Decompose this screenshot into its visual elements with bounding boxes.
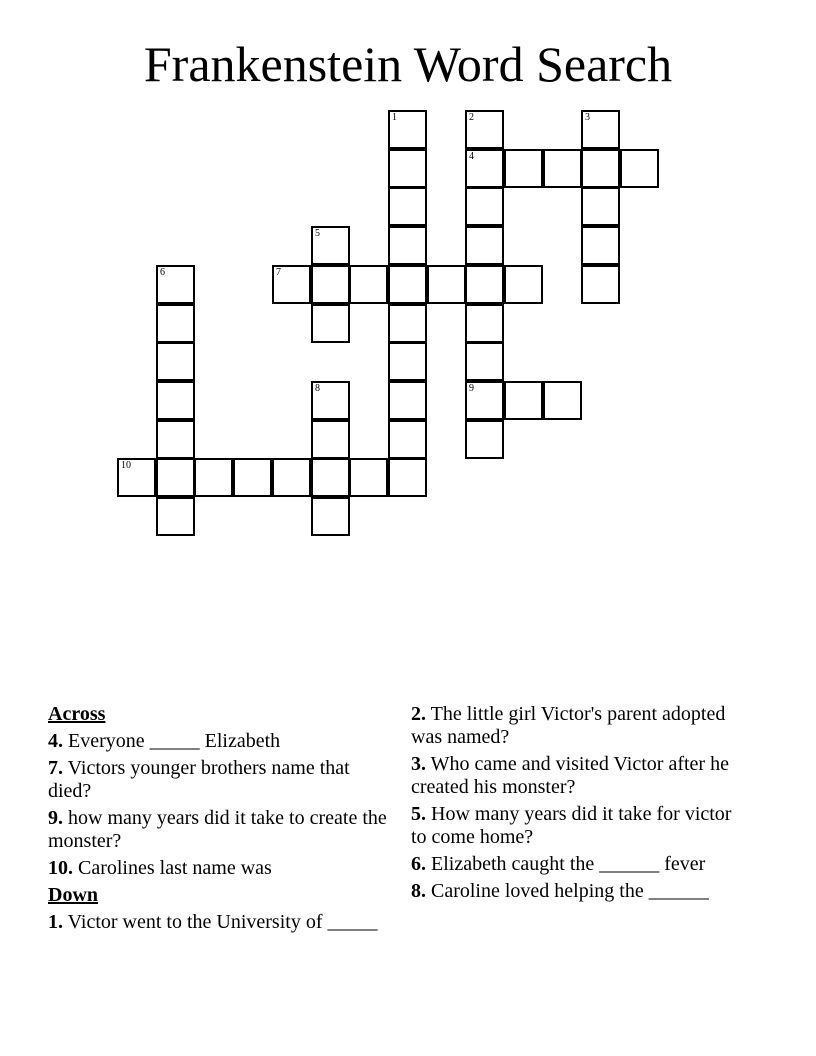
clue-text: The little girl Victor's parent adopted was named? [411,703,726,748]
crossword-cell[interactable] [465,420,504,459]
crossword-cell[interactable] [388,226,427,265]
clue-item [48,730,388,753]
clue-number: 8 [315,383,320,394]
down-clue-list-right [411,703,751,903]
crossword-cell[interactable] [388,458,427,497]
crossword-cell[interactable] [311,265,350,304]
down-heading: Down [48,884,99,906]
clue-text: Caroline loved helping the ______ [426,880,709,902]
crossword-cell[interactable] [543,381,582,420]
clue-number-label: 1. [48,911,63,933]
clue-text: Who came and visited Victor after he created his monster? [411,753,729,798]
clue-item [48,757,388,803]
clue-number: 10 [121,460,131,471]
crossword-cell[interactable] [581,149,620,188]
crossword-cell[interactable] [233,458,272,497]
crossword-cell[interactable] [388,342,427,381]
crossword-cell[interactable] [581,226,620,265]
crossword-cell[interactable] [465,265,504,304]
clue-number-label: 10. [48,857,73,879]
clue-number-label: 8. [411,880,426,902]
crossword-cell[interactable] [349,458,388,497]
crossword-cell[interactable] [465,149,504,188]
crossword-cell[interactable] [388,149,427,188]
crossword-cell[interactable] [388,420,427,459]
clue-item [411,753,751,799]
clue-number: 6 [160,267,165,278]
clue-number: 4 [469,151,474,162]
clue-number-label: 9. [48,807,63,829]
crossword-cell[interactable] [465,304,504,343]
crossword-cell[interactable] [311,420,350,459]
crossword-cell[interactable] [156,265,195,304]
clue-item [48,807,388,853]
crossword-cell[interactable] [504,381,543,420]
crossword-cell[interactable] [311,226,350,265]
crossword-cell[interactable] [427,265,466,304]
crossword-cell[interactable] [311,381,350,420]
crossword-cell[interactable] [311,458,350,497]
clues-right-column [411,703,751,903]
crossword-cell[interactable] [504,265,543,304]
crossword-cell[interactable] [581,187,620,226]
clue-number: 3 [585,112,590,123]
crossword-cell[interactable] [117,458,156,497]
clue-number-label: 5. [411,803,426,825]
crossword-cell[interactable] [272,458,311,497]
clue-item [48,911,388,934]
crossword-cell[interactable] [272,265,311,304]
crossword-cell[interactable] [311,497,350,536]
across-clue-list [48,730,388,880]
crossword-cell[interactable] [504,149,543,188]
crossword-cell[interactable] [465,187,504,226]
crossword-cell[interactable] [194,458,233,497]
clue-text: How many years did it take for victor to come home? [411,803,732,848]
crossword-cell[interactable] [156,381,195,420]
across-heading: Across [48,703,106,725]
clue-item [48,857,388,880]
clue-text: Carolines last name was [73,857,272,879]
crossword-cell[interactable] [388,381,427,420]
crossword-cell[interactable] [465,342,504,381]
clue-item [411,703,751,749]
clue-number: 5 [315,228,320,239]
clue-number-label: 7. [48,757,63,779]
clue-number: 7 [276,267,281,278]
clue-number-label: 6. [411,853,426,875]
clue-number-label: 2. [411,703,426,725]
crossword-cell[interactable] [156,342,195,381]
clue-text: Victors younger brothers name that died? [48,757,350,802]
clue-text: how many years did it take to create the monster? [48,807,387,852]
crossword-cell[interactable] [311,304,350,343]
crossword-cell[interactable] [465,226,504,265]
crossword-cell[interactable] [465,381,504,420]
clue-number: 1 [392,112,397,123]
crossword-cell[interactable] [543,149,582,188]
crossword-cell[interactable] [388,304,427,343]
clue-number: 9 [469,383,474,394]
crossword-cell[interactable] [156,497,195,536]
crossword-cell[interactable] [581,265,620,304]
page-title: Frankenstein Word Search [143,36,673,92]
crossword-cell[interactable] [388,265,427,304]
clue-text: Everyone _____ Elizabeth [63,730,281,752]
crossword-cell[interactable] [156,458,195,497]
clue-item [411,803,751,849]
clue-number-label: 3. [411,753,426,775]
clue-text: Victor went to the University of _____ [63,911,378,933]
crossword-cell[interactable] [581,110,620,149]
down-clue-list-left [48,911,388,934]
clue-number: 2 [469,112,474,123]
crossword-cell[interactable] [388,187,427,226]
crossword-cell[interactable] [620,149,659,188]
crossword-cell[interactable] [349,265,388,304]
crossword-cell[interactable] [156,304,195,343]
clue-item [411,853,751,876]
crossword-cell[interactable] [156,420,195,459]
clue-text: Elizabeth caught the ______ fever [426,853,706,875]
clues-left-column [48,703,388,934]
clue-item [411,880,751,903]
crossword-cell[interactable] [388,110,427,149]
crossword-cell[interactable] [465,110,504,149]
clue-number-label: 4. [48,730,63,752]
